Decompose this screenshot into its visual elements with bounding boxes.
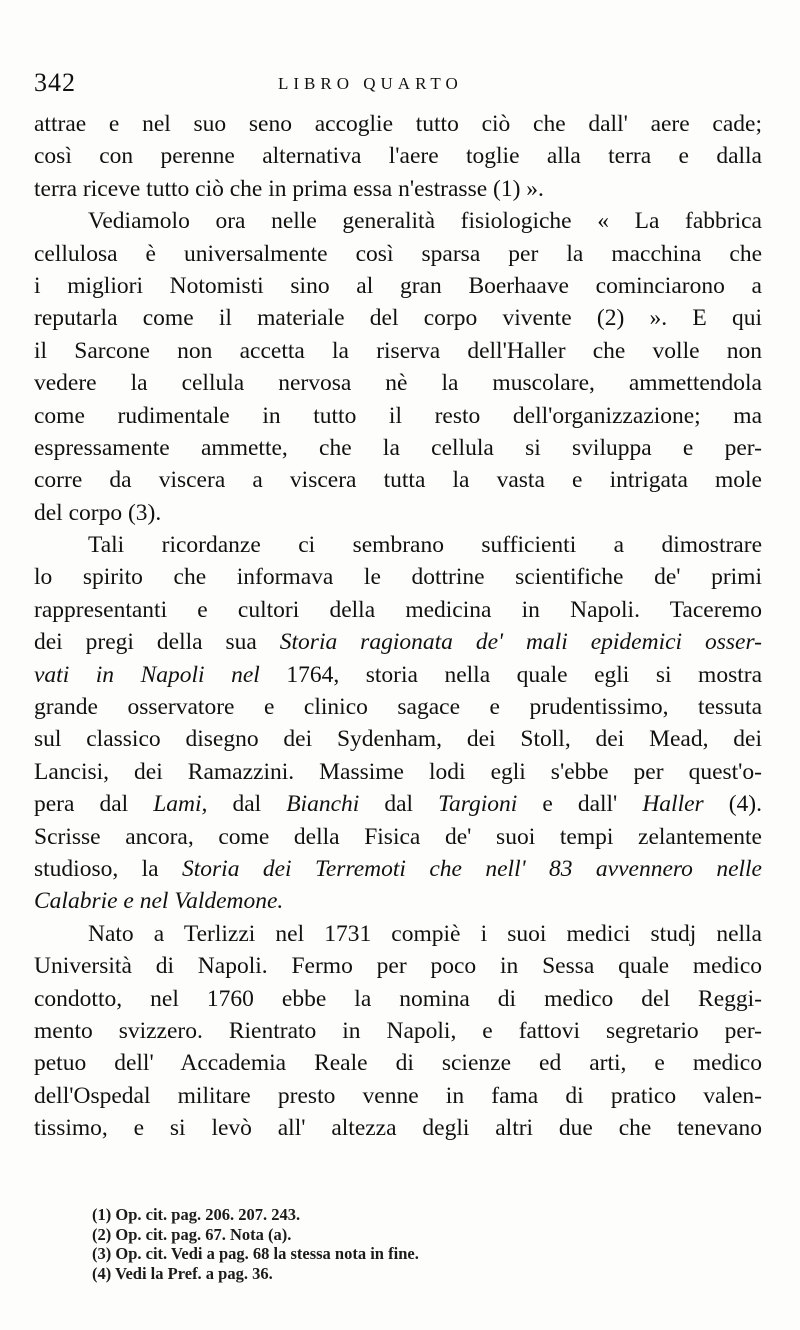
text-line: terra riceve tutto ciò che in prima essa n'estrasse (1) ». [34, 175, 544, 202]
text-line: sul classico disegno dei Sydenham, dei Stoll, dei Mead, dei [34, 726, 762, 753]
text-line: Lancisi, dei Ramazzini. Massime lodi egli s'ebbe per quest'o- [34, 758, 762, 785]
name-italic: Haller [642, 791, 704, 818]
text-line: cellulosa è universalmente così sparsa per la macchina che [34, 240, 762, 267]
footnote: (3) Op. cit. Vedi a pag. 68 la stessa nota in fine. [92, 1244, 419, 1263]
running-head: LIBRO QUARTO [278, 74, 463, 93]
text-line: del corpo (3). [34, 499, 162, 526]
book-title-italic: vati in Napoli nel [34, 661, 260, 688]
text-line: Vediamolo ora nelle generalità fisiologiche « La fabbrica [88, 208, 762, 235]
text-run: dal [359, 791, 439, 818]
text-line [34, 626, 762, 658]
text-line [34, 885, 762, 917]
text-line: Scrisse ancora, come della Fisica de' suoi tempi zelantemente [34, 823, 762, 850]
footnote: (2) Op. cit. pag. 67. Nota (a). [92, 1224, 292, 1244]
text-line: espressamente ammette, che la cellula si sviluppa e per- [34, 434, 762, 461]
book-title-italic: Storia ragionata de' mali epidemici osser- [279, 629, 762, 656]
text-line [34, 659, 762, 691]
text-run: dei pregi della sua [34, 629, 280, 656]
text-line [34, 853, 762, 885]
text-line: il Sarcone non accetta la riserva dell'Haller che volle non [34, 337, 762, 364]
text-line: corre da viscera a viscera tutta la vasta e intrigata mole [34, 467, 762, 494]
name-italic: Bianchi [286, 791, 360, 818]
text-line: condotto, nel 1760 ebbe la nomina di medico del Reggi- [34, 985, 762, 1012]
text-line: grande osservatore e clinico sagace e prudentissimo, tessuta [34, 694, 762, 721]
text-line: reputarla come il materiale del corpo vivente (2) ». E qui [34, 305, 762, 332]
name-italic: Targioni [438, 791, 518, 818]
text-line: attrae e nel suo seno accoglie tutto ciò che dall' aere cade; [34, 111, 762, 137]
text-line: i migliori Notomisti sino al gran Boerhaave cominciarono a [34, 272, 762, 299]
text-run: 1764, storia nella quale egli si mostra [259, 661, 762, 688]
book-title-italic: Calabrie e nel Valdemone. [34, 888, 284, 915]
text-run: pera dal [34, 791, 154, 818]
text-line: vedere la cellula nervosa nè la muscolare, ammettendola [34, 370, 762, 397]
text-line: Tali ricordanze ci sembrano sufficienti a dimostrare [88, 532, 762, 559]
text-run: e dall' [517, 791, 643, 818]
name-italic: Lami, [153, 791, 208, 818]
text-run: studioso, la [34, 855, 182, 882]
body-text [34, 108, 762, 1145]
text-line: petuo dell' Accademia Reale di scienze ed arti, e medico [34, 1050, 762, 1077]
text-line: dell'Ospedal militare presto venne in fama di pratico valen- [34, 1082, 762, 1109]
text-line: Nato a Terlizzi nel 1731 compiè i suoi medici studj nella [88, 920, 762, 947]
page-header [34, 68, 764, 108]
text-line: come rudimentale in tutto il resto dell'organizzazione; ma [34, 402, 762, 429]
text-line: lo spirito che informava le dottrine scientifiche de' primi [34, 564, 762, 591]
text-line: così con perenne alternativa l'aere toglie alla terra e dalla [34, 143, 762, 170]
page-number: 342 [34, 68, 76, 97]
footnotes [92, 1205, 692, 1283]
text-line: rappresentanti e cultori della medicina in Napoli. Taceremo [34, 596, 762, 623]
book-title-italic: Storia dei Terremoti che nell' 83 avvennero nelle [182, 855, 762, 882]
text-run: (4). [703, 791, 762, 818]
footnote: (4) Vedi la Pref. a pag. 36. [92, 1263, 273, 1283]
text-line [34, 788, 762, 820]
text-run: dal [207, 791, 287, 818]
text-line: tissimo, e si levò all' altezza degli altri due che tenevano [34, 1115, 762, 1142]
footnote: (1) Op. cit. pag. 206. 207. 243. [92, 1205, 301, 1224]
text-line: mento svizzero. Rientrato in Napoli, e fattovi segretario per- [34, 1017, 762, 1044]
text-line: Università di Napoli. Fermo per poco in Sessa quale medico [34, 953, 762, 980]
